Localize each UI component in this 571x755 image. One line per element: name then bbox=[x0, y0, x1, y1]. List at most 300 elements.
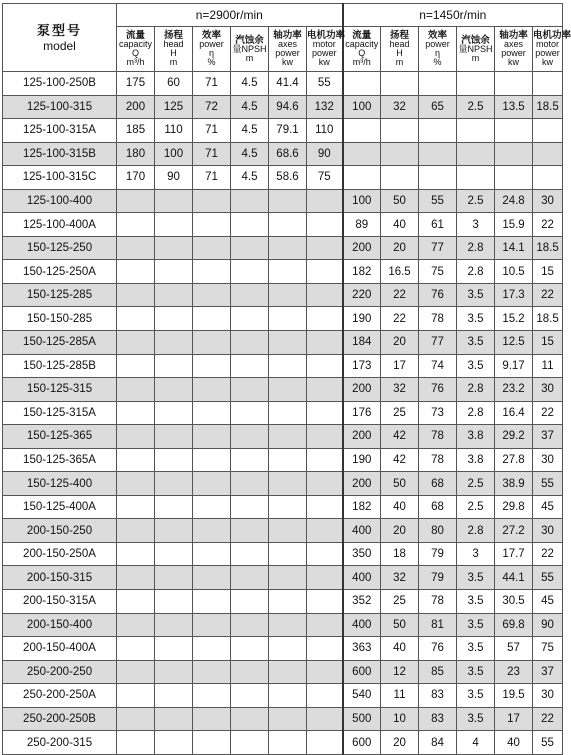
value-cell-lo: 17 bbox=[495, 707, 533, 731]
value-cell-hi bbox=[231, 378, 269, 402]
value-cell-hi bbox=[307, 189, 343, 213]
value-cell-hi bbox=[155, 307, 193, 331]
table-row bbox=[3, 495, 563, 519]
value-cell-hi bbox=[231, 331, 269, 355]
model-cell: 250-200-250 bbox=[3, 660, 117, 684]
table-header bbox=[3, 4, 571, 72]
value-cell-hi bbox=[117, 660, 155, 684]
value-cell-hi bbox=[117, 542, 155, 566]
value-cell-lo: 44.1 bbox=[495, 566, 533, 590]
column-header-unit: m³/h bbox=[352, 57, 371, 67]
column-header-lo-3 bbox=[457, 27, 495, 72]
table-row bbox=[3, 378, 563, 402]
value-cell-lo bbox=[495, 72, 533, 96]
model-cell: 250-200-250B bbox=[3, 707, 117, 731]
value-cell-hi bbox=[231, 354, 269, 378]
model-column-header bbox=[3, 4, 117, 72]
value-cell-hi bbox=[193, 731, 231, 755]
column-header-unit: m bbox=[471, 52, 480, 63]
value-cell-hi bbox=[155, 260, 193, 284]
column-header-en: head bbox=[389, 39, 410, 49]
value-cell-hi: 79.1 bbox=[269, 119, 307, 143]
value-cell-lo: 400 bbox=[343, 519, 381, 543]
value-cell-lo: 23.2 bbox=[495, 378, 533, 402]
value-cell-hi bbox=[117, 472, 155, 496]
value-cell-lo: 3.5 bbox=[457, 707, 495, 731]
table-row bbox=[3, 542, 563, 566]
value-cell-hi bbox=[231, 542, 269, 566]
column-header-en: power bbox=[425, 39, 450, 49]
value-cell-lo: 2.8 bbox=[457, 260, 495, 284]
table-row bbox=[3, 95, 563, 119]
value-cell-hi bbox=[117, 189, 155, 213]
value-cell-hi bbox=[193, 283, 231, 307]
value-cell-lo: 3.5 bbox=[457, 566, 495, 590]
value-cell-hi bbox=[193, 660, 231, 684]
column-header-sym: Q bbox=[131, 48, 139, 58]
table-row bbox=[3, 331, 563, 355]
value-cell-lo: 76 bbox=[419, 637, 457, 661]
value-cell-lo bbox=[419, 142, 457, 166]
value-cell-lo: 55 bbox=[533, 731, 563, 755]
value-cell-hi bbox=[155, 590, 193, 614]
value-cell-lo bbox=[381, 166, 419, 190]
value-cell-lo: 350 bbox=[343, 542, 381, 566]
value-cell-hi bbox=[307, 331, 343, 355]
value-cell-lo: 79 bbox=[419, 566, 457, 590]
column-header-en: capacity bbox=[118, 39, 153, 49]
value-cell-lo: 83 bbox=[419, 707, 457, 731]
value-cell-lo: 55 bbox=[533, 566, 563, 590]
value-cell-hi bbox=[117, 495, 155, 519]
column-header-en: motor bbox=[312, 39, 336, 49]
model-header-cn: 泵型号 bbox=[36, 22, 82, 38]
value-cell-lo: 55 bbox=[419, 189, 457, 213]
value-cell-lo: 50 bbox=[381, 189, 419, 213]
value-cell-lo bbox=[419, 119, 457, 143]
value-cell-hi bbox=[231, 566, 269, 590]
value-cell-hi: 125 bbox=[155, 95, 193, 119]
value-cell-hi bbox=[193, 566, 231, 590]
value-cell-hi bbox=[193, 401, 231, 425]
value-cell-hi bbox=[117, 707, 155, 731]
column-header-sym: power bbox=[312, 48, 337, 58]
pump-spec-sheet bbox=[2, 3, 571, 755]
value-cell-hi: 71 bbox=[193, 142, 231, 166]
value-cell-lo: 73 bbox=[419, 401, 457, 425]
value-cell-hi bbox=[117, 354, 155, 378]
value-cell-hi bbox=[269, 660, 307, 684]
value-cell-lo: 3.5 bbox=[457, 354, 495, 378]
value-cell-hi bbox=[307, 448, 343, 472]
table-row bbox=[3, 142, 563, 166]
column-header-hi-1 bbox=[155, 27, 193, 72]
value-cell-lo: 76 bbox=[419, 378, 457, 402]
column-header-hi-0 bbox=[117, 27, 155, 72]
value-cell-lo: 173 bbox=[343, 354, 381, 378]
value-cell-hi bbox=[155, 495, 193, 519]
value-cell-hi bbox=[155, 684, 193, 708]
value-cell-lo: 25 bbox=[381, 590, 419, 614]
value-cell-lo bbox=[381, 142, 419, 166]
value-cell-lo bbox=[495, 166, 533, 190]
column-header-unit: m³/h bbox=[126, 57, 145, 67]
column-header-en: axes bbox=[504, 39, 524, 49]
value-cell-lo: 9.17 bbox=[495, 354, 533, 378]
table-row bbox=[3, 354, 563, 378]
model-cell: 200-150-250 bbox=[3, 519, 117, 543]
column-header-en: capacity bbox=[345, 39, 379, 49]
value-cell-hi bbox=[269, 495, 307, 519]
value-cell-lo: 600 bbox=[343, 731, 381, 755]
column-header-en: motor bbox=[536, 39, 560, 49]
model-cell: 150-125-315A bbox=[3, 401, 117, 425]
table-row bbox=[3, 448, 563, 472]
value-cell-hi bbox=[307, 354, 343, 378]
column-header-cn: 流量 bbox=[352, 30, 372, 41]
value-cell-hi bbox=[155, 283, 193, 307]
value-cell-hi: 90 bbox=[307, 142, 343, 166]
value-cell-lo bbox=[495, 119, 533, 143]
value-cell-hi: 60 bbox=[155, 72, 193, 96]
value-cell-hi bbox=[307, 731, 343, 755]
column-header-lo-4 bbox=[495, 27, 533, 72]
value-cell-lo: 68 bbox=[419, 495, 457, 519]
column-header-unit: m bbox=[169, 57, 178, 67]
value-cell-hi bbox=[193, 519, 231, 543]
model-cell: 150-125-250 bbox=[3, 236, 117, 260]
value-cell-hi bbox=[193, 189, 231, 213]
value-cell-hi bbox=[307, 236, 343, 260]
value-cell-hi bbox=[193, 590, 231, 614]
column-header-en: axes bbox=[277, 39, 297, 49]
value-cell-hi bbox=[117, 637, 155, 661]
value-cell-lo: 78 bbox=[419, 425, 457, 449]
value-cell-hi: 110 bbox=[307, 119, 343, 143]
table-row bbox=[3, 425, 563, 449]
model-cell: 150-125-285B bbox=[3, 354, 117, 378]
value-cell-hi bbox=[155, 613, 193, 637]
value-cell-lo: 22 bbox=[533, 542, 563, 566]
value-cell-lo: 42 bbox=[381, 448, 419, 472]
value-cell-lo bbox=[381, 72, 419, 96]
value-cell-hi bbox=[307, 542, 343, 566]
value-cell-hi bbox=[193, 213, 231, 237]
value-cell-hi bbox=[193, 260, 231, 284]
column-header-hi-5 bbox=[307, 27, 346, 72]
value-cell-hi bbox=[307, 213, 343, 237]
value-cell-lo: 19.5 bbox=[495, 684, 533, 708]
value-cell-hi bbox=[231, 213, 269, 237]
value-cell-lo: 30 bbox=[533, 684, 563, 708]
value-cell-hi bbox=[269, 331, 307, 355]
value-cell-hi bbox=[307, 707, 343, 731]
value-cell-hi: 4.5 bbox=[231, 142, 269, 166]
table-row bbox=[3, 519, 563, 543]
value-cell-lo: 220 bbox=[343, 283, 381, 307]
value-cell-hi bbox=[307, 613, 343, 637]
value-cell-hi bbox=[117, 378, 155, 402]
value-cell-hi: 71 bbox=[193, 72, 231, 96]
value-cell-hi bbox=[307, 401, 343, 425]
value-cell-hi bbox=[269, 213, 307, 237]
value-cell-hi bbox=[117, 684, 155, 708]
value-cell-hi bbox=[231, 189, 269, 213]
column-header-lo-2 bbox=[419, 27, 457, 72]
column-header-sym: H bbox=[170, 48, 177, 58]
value-cell-lo: 30 bbox=[533, 519, 563, 543]
value-cell-hi bbox=[193, 495, 231, 519]
value-cell-hi bbox=[307, 495, 343, 519]
speed-1450-header: n=1450r/min bbox=[343, 4, 563, 27]
value-cell-lo: 77 bbox=[419, 236, 457, 260]
value-cell-hi bbox=[231, 425, 269, 449]
value-cell-hi bbox=[117, 566, 155, 590]
value-cell-hi bbox=[117, 731, 155, 755]
value-cell-lo: 76 bbox=[419, 283, 457, 307]
value-cell-lo: 2.8 bbox=[457, 378, 495, 402]
value-cell-hi bbox=[155, 189, 193, 213]
value-cell-lo: 4 bbox=[457, 731, 495, 755]
table-row bbox=[3, 707, 563, 731]
value-cell-lo: 55 bbox=[533, 472, 563, 496]
value-cell-hi: 41.4 bbox=[269, 72, 307, 96]
value-cell-lo: 79 bbox=[419, 542, 457, 566]
value-cell-hi: 185 bbox=[117, 119, 155, 143]
value-cell-lo: 363 bbox=[343, 637, 381, 661]
value-cell-hi bbox=[231, 472, 269, 496]
model-cell: 150-125-400A bbox=[3, 495, 117, 519]
value-cell-lo bbox=[419, 166, 457, 190]
value-cell-lo: 17.3 bbox=[495, 283, 533, 307]
column-header-sym: Q bbox=[358, 48, 366, 58]
value-cell-hi bbox=[155, 472, 193, 496]
value-cell-lo: 15 bbox=[533, 331, 563, 355]
column-header-cn: 电机功率 bbox=[307, 30, 346, 41]
table-row bbox=[3, 189, 563, 213]
value-cell-lo: 3.5 bbox=[457, 307, 495, 331]
column-header-sym: H bbox=[396, 48, 403, 58]
value-cell-lo: 17 bbox=[381, 354, 419, 378]
table-row bbox=[3, 637, 563, 661]
model-cell: 200-150-315 bbox=[3, 566, 117, 590]
value-cell-hi bbox=[231, 637, 269, 661]
table-row bbox=[3, 307, 563, 331]
value-cell-lo: 3.5 bbox=[457, 283, 495, 307]
value-cell-lo: 85 bbox=[419, 660, 457, 684]
value-cell-lo: 83 bbox=[419, 684, 457, 708]
model-cell: 125-100-250B bbox=[3, 72, 117, 96]
value-cell-lo: 38.9 bbox=[495, 472, 533, 496]
table-row bbox=[3, 283, 563, 307]
value-cell-lo: 25 bbox=[381, 401, 419, 425]
table-row bbox=[3, 236, 563, 260]
column-header-en: 量NPSH bbox=[458, 43, 493, 54]
column-header-lo-0 bbox=[343, 27, 381, 72]
value-cell-lo: 40 bbox=[495, 731, 533, 755]
value-cell-hi: 58.6 bbox=[269, 166, 307, 190]
value-cell-hi bbox=[231, 519, 269, 543]
value-cell-lo: 50 bbox=[381, 613, 419, 637]
column-header-cn: 汽蚀余 bbox=[461, 34, 490, 46]
value-cell-hi: 4.5 bbox=[231, 166, 269, 190]
column-header-cn: 扬程 bbox=[390, 30, 410, 41]
value-cell-lo bbox=[533, 142, 563, 166]
value-cell-hi bbox=[269, 637, 307, 661]
value-cell-hi bbox=[269, 236, 307, 260]
column-header-unit: kw bbox=[542, 57, 554, 67]
value-cell-lo: 2.5 bbox=[457, 495, 495, 519]
value-cell-hi bbox=[269, 307, 307, 331]
model-cell: 200-150-315A bbox=[3, 590, 117, 614]
value-cell-hi bbox=[231, 401, 269, 425]
value-cell-lo: 23 bbox=[495, 660, 533, 684]
value-cell-lo: 74 bbox=[419, 354, 457, 378]
value-cell-hi bbox=[307, 472, 343, 496]
model-cell: 250-200-250A bbox=[3, 684, 117, 708]
value-cell-hi bbox=[193, 331, 231, 355]
value-cell-hi bbox=[269, 354, 307, 378]
model-cell: 150-125-365A bbox=[3, 448, 117, 472]
value-cell-hi bbox=[117, 425, 155, 449]
value-cell-lo: 190 bbox=[343, 448, 381, 472]
value-cell-hi: 110 bbox=[155, 119, 193, 143]
value-cell-hi bbox=[231, 307, 269, 331]
value-cell-lo: 40 bbox=[381, 637, 419, 661]
value-cell-hi: 72 bbox=[193, 95, 231, 119]
value-cell-hi bbox=[269, 448, 307, 472]
column-header-unit: m bbox=[395, 57, 404, 67]
value-cell-hi bbox=[155, 637, 193, 661]
value-cell-lo: 80 bbox=[419, 519, 457, 543]
value-cell-lo: 18 bbox=[381, 542, 419, 566]
value-cell-lo: 100 bbox=[343, 189, 381, 213]
value-cell-lo: 12.5 bbox=[495, 331, 533, 355]
value-cell-lo bbox=[343, 72, 381, 96]
value-cell-hi bbox=[307, 637, 343, 661]
value-cell-hi bbox=[307, 566, 343, 590]
value-cell-lo: 20 bbox=[381, 519, 419, 543]
value-cell-hi bbox=[193, 448, 231, 472]
value-cell-lo: 500 bbox=[343, 707, 381, 731]
value-cell-lo: 69.8 bbox=[495, 613, 533, 637]
value-cell-hi: 200 bbox=[117, 95, 155, 119]
column-header-cn: 流量 bbox=[125, 30, 145, 41]
value-cell-hi: 55 bbox=[307, 72, 343, 96]
value-cell-lo: 30 bbox=[533, 189, 563, 213]
value-cell-lo: 30.5 bbox=[495, 590, 533, 614]
value-cell-hi bbox=[193, 425, 231, 449]
value-cell-hi: 4.5 bbox=[231, 119, 269, 143]
value-cell-hi bbox=[193, 354, 231, 378]
model-cell: 150-125-285A bbox=[3, 331, 117, 355]
value-cell-lo: 42 bbox=[381, 425, 419, 449]
value-cell-hi bbox=[307, 307, 343, 331]
value-cell-hi bbox=[269, 472, 307, 496]
value-cell-hi: 180 bbox=[117, 142, 155, 166]
value-cell-lo: 78 bbox=[419, 448, 457, 472]
column-header-unit: kw bbox=[318, 57, 330, 67]
value-cell-lo: 32 bbox=[381, 95, 419, 119]
value-cell-hi bbox=[307, 425, 343, 449]
speed-2900-header: n=2900r/min bbox=[117, 4, 343, 27]
value-cell-hi: 4.5 bbox=[231, 72, 269, 96]
value-cell-hi bbox=[193, 236, 231, 260]
value-cell-lo: 100 bbox=[343, 95, 381, 119]
value-cell-lo: 3 bbox=[457, 542, 495, 566]
value-cell-lo: 18.5 bbox=[533, 307, 563, 331]
value-cell-hi: 4.5 bbox=[231, 95, 269, 119]
column-header-en: head bbox=[163, 39, 184, 49]
value-cell-hi bbox=[269, 684, 307, 708]
value-cell-hi bbox=[117, 283, 155, 307]
value-cell-hi bbox=[117, 401, 155, 425]
value-cell-hi bbox=[193, 307, 231, 331]
column-header-hi-2 bbox=[193, 27, 231, 72]
value-cell-hi bbox=[269, 590, 307, 614]
value-cell-lo: 16.4 bbox=[495, 401, 533, 425]
value-cell-hi bbox=[231, 283, 269, 307]
table-row bbox=[3, 660, 563, 684]
value-cell-hi bbox=[231, 590, 269, 614]
value-cell-lo: 22 bbox=[533, 283, 563, 307]
value-cell-lo: 3.5 bbox=[457, 331, 495, 355]
value-cell-hi bbox=[193, 707, 231, 731]
value-cell-lo: 14.1 bbox=[495, 236, 533, 260]
table-row bbox=[3, 260, 563, 284]
column-header-unit: % bbox=[433, 57, 442, 67]
value-cell-lo: 89 bbox=[343, 213, 381, 237]
value-cell-lo: 16.5 bbox=[381, 260, 419, 284]
value-cell-hi: 71 bbox=[193, 166, 231, 190]
value-cell-hi bbox=[155, 542, 193, 566]
value-cell-lo: 32 bbox=[381, 566, 419, 590]
table-body bbox=[3, 72, 563, 755]
model-cell: 125-100-400 bbox=[3, 189, 117, 213]
column-header-cn: 效率 bbox=[201, 30, 221, 41]
value-cell-lo: 3.8 bbox=[457, 425, 495, 449]
model-cell: 150-125-400 bbox=[3, 472, 117, 496]
model-cell: 125-100-315 bbox=[3, 95, 117, 119]
value-cell-lo bbox=[419, 72, 457, 96]
value-cell-lo bbox=[381, 119, 419, 143]
value-cell-lo: 200 bbox=[343, 236, 381, 260]
value-cell-lo bbox=[533, 119, 563, 143]
value-cell-lo: 37 bbox=[533, 660, 563, 684]
value-cell-lo: 45 bbox=[533, 590, 563, 614]
column-header-sym: power bbox=[275, 48, 300, 58]
value-cell-lo: 200 bbox=[343, 378, 381, 402]
model-cell: 150-150-285 bbox=[3, 307, 117, 331]
value-cell-lo: 78 bbox=[419, 307, 457, 331]
value-cell-lo: 200 bbox=[343, 425, 381, 449]
value-cell-lo: 75 bbox=[533, 637, 563, 661]
column-header-sym: η bbox=[435, 48, 441, 58]
value-cell-hi bbox=[193, 472, 231, 496]
table-row bbox=[3, 566, 563, 590]
value-cell-lo: 182 bbox=[343, 260, 381, 284]
value-cell-hi bbox=[155, 354, 193, 378]
value-cell-lo: 200 bbox=[343, 472, 381, 496]
value-cell-hi bbox=[269, 401, 307, 425]
value-cell-lo: 3.5 bbox=[457, 684, 495, 708]
value-cell-hi bbox=[155, 401, 193, 425]
value-cell-lo: 68 bbox=[419, 472, 457, 496]
value-cell-hi bbox=[117, 519, 155, 543]
value-cell-hi bbox=[117, 590, 155, 614]
value-cell-hi bbox=[231, 613, 269, 637]
value-cell-lo: 20 bbox=[381, 331, 419, 355]
